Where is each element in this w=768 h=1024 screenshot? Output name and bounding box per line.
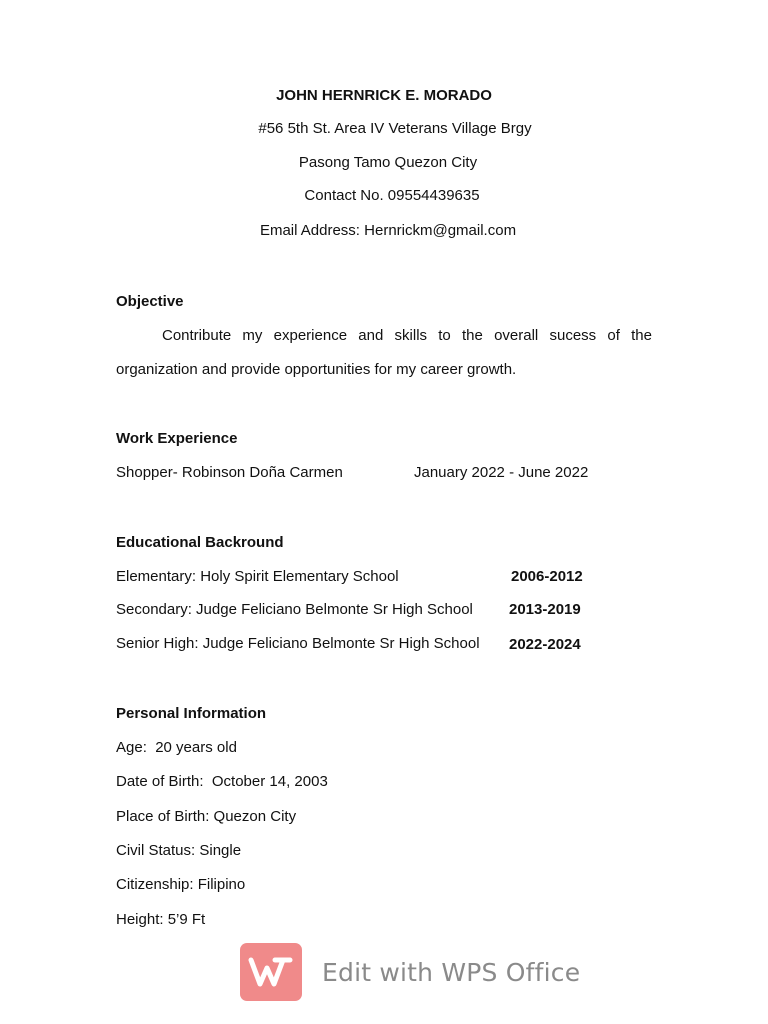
- personal-info-heading: Personal Information: [116, 705, 267, 722]
- contact-number: Contact No. 09554439635: [304, 187, 480, 204]
- education-secondary: Secondary: Judge Feliciano Belmonte Sr High School: [116, 601, 473, 618]
- applicant-name: JOHN HERNRICK E. MORADO: [276, 87, 492, 104]
- objective-paragraph: [116, 319, 652, 387]
- education-elementary: Elementary: Holy Spirit Elementary School: [116, 568, 399, 585]
- work-experience-heading: Work Experience: [116, 430, 238, 447]
- address-line-2: Pasong Tamo Quezon City: [298, 154, 478, 171]
- objective-line-1: Contribute my experience and skills to the overall sucess of the: [162, 327, 652, 344]
- wps-edit-label: Edit with WPS Office: [322, 957, 581, 987]
- education-senior-high-years: 2022-2024: [509, 636, 581, 653]
- education-secondary-years: 2013-2019: [509, 601, 581, 618]
- email-address: Email Address: Hernrickm@gmail.com: [259, 222, 517, 239]
- work-dates: January 2022 - June 2022: [414, 464, 589, 481]
- education-heading: Educational Backround: [116, 534, 284, 551]
- personal-place-of-birth: Place of Birth: Quezon City: [116, 808, 297, 825]
- wps-logo-icon: [240, 943, 302, 1001]
- work-entry: Shopper- Robinson Doña Carmen: [116, 464, 343, 481]
- education-elementary-years: 2006-2012: [511, 568, 583, 585]
- personal-citizenship: Citizenship: Filipino: [116, 876, 246, 893]
- objective-line-2: organization and provide opportunities for my career growth.: [116, 361, 517, 378]
- objective-heading: Objective: [116, 293, 184, 310]
- personal-date-of-birth: Date of Birth: October 14, 2003: [116, 773, 328, 790]
- education-senior-high: Senior High: Judge Feliciano Belmonte Sr High School: [116, 635, 480, 652]
- wps-watermark[interactable]: [240, 942, 580, 1002]
- address-line-1: #56 5th St. Area IV Veterans Village Brgy: [258, 120, 532, 137]
- personal-height: Height: 5’9 Ft: [116, 911, 206, 928]
- personal-civil-status: Civil Status: Single: [116, 842, 242, 859]
- personal-age: Age: 20 years old: [116, 739, 237, 756]
